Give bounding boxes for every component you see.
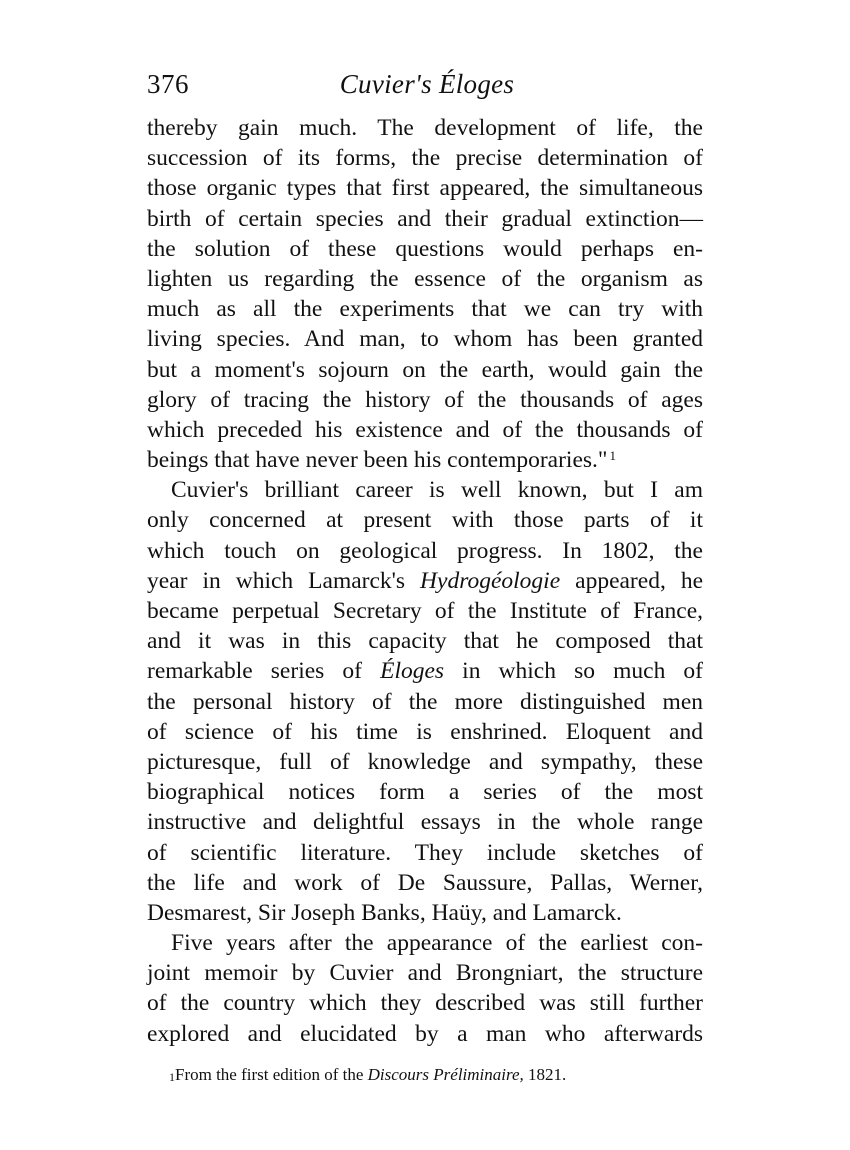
paragraph-1-line-1: thereby gain much. The development of life, the <box>147 115 703 141</box>
paragraph-2-line-15: Desmarest, Sir Joseph Banks, Haüy, and Lamarck. <box>147 899 622 926</box>
running-title: Cuvier's Éloges <box>339 69 515 99</box>
paragraph-2-line-4-pre: year in which Lamarck's <box>147 567 421 594</box>
running-head <box>147 62 707 106</box>
paragraph-2-line-7 <box>147 656 703 686</box>
paragraph-1-line-8: living species. And man, to whom has been granted <box>147 326 703 353</box>
paragraph-2-line-7-pre: remarkable series of <box>147 658 381 685</box>
paragraph-2-line-14: the life and work of De Saussure, Pallas, Werner, <box>147 869 703 896</box>
paragraph-2-line-7-post: in which so much of <box>444 658 703 685</box>
body-text <box>147 113 703 1049</box>
footnote <box>147 1062 703 1088</box>
paragraph-1-line-11: which preceded his existence and of the thousands of <box>147 416 703 443</box>
paragraph-1-line-10: glory of tracing the history of the thousands of ages <box>147 386 703 413</box>
footnote-text-post: 1821. <box>523 1065 567 1084</box>
footnote-text-pre: From the first edition of the <box>175 1065 368 1084</box>
paragraph-1-line-9: but a moment's sojourn on the earth, would gain the <box>147 356 703 383</box>
paragraph-2-line-13: of scientific literature. They include sketches of <box>147 839 703 866</box>
paragraph-2-line-9: of science of his time is enshrined. Eloquent and <box>147 718 703 745</box>
paragraph-2-line-1: Cuvier's brilliant career is well known, but I am <box>171 477 703 504</box>
paragraph-2-line-6: and it was in this capacity that he composed that <box>147 628 703 655</box>
footnote-cited-title: Discours Préliminaire, <box>367 1065 524 1084</box>
footnote-reference: 1 <box>609 448 616 464</box>
page-number: 376 <box>147 69 189 99</box>
paragraph-1-line-3: those organic types that first appeared, the simultaneous <box>147 175 703 202</box>
eloges-title: Éloges <box>380 658 445 685</box>
footnote-marker: 1 <box>169 1070 175 1084</box>
hydrogeologie-title: Hydrogéologie <box>420 567 561 594</box>
paragraph-1-line-5: the solution of these questions would perhaps en- <box>147 235 703 262</box>
paragraph-3-line-1: Five years after the appearance of the earliest con- <box>171 930 703 957</box>
paragraph-1-line-6: lighten us regarding the essence of the organism as <box>147 265 703 292</box>
paragraph-3-line-4: explored and elucidated by a man who afterwards <box>147 1020 703 1047</box>
paragraph-2-line-2: only concerned at present with those parts of it <box>147 507 703 534</box>
paragraph-3-line-3: of the country which they described was still further <box>147 990 703 1017</box>
paragraph-1-line-4: birth of certain species and their gradual extinction— <box>147 205 703 232</box>
paragraph-2-line-8: the personal history of the more distinguished men <box>147 688 703 715</box>
paragraph-1-line-7: much as all the experiments that we can try with <box>147 296 703 323</box>
paragraph-2-line-11: biographical notices form a series of the most <box>147 779 703 806</box>
paragraph-2-line-4-post: appeared, he <box>560 567 703 594</box>
paragraph-3-line-2: joint memoir by Cuvier and Brongniart, the structure <box>147 960 703 987</box>
paragraph-2-line-4 <box>147 566 703 596</box>
paragraph-2-line-10: picturesque, full of knowledge and sympathy, these <box>147 748 703 775</box>
paragraph-2-line-12: instructive and delightful essays in the whole range <box>147 809 703 836</box>
paragraph-2-line-5: became perpetual Secretary of the Institute of France, <box>147 598 703 624</box>
paragraph-1-line-2: succession of its forms, the precise determination of <box>147 145 703 172</box>
paragraph-2-line-3: which touch on geological progress. In 1802, the <box>147 537 703 564</box>
paragraph-1-line-12-text: beings that have never been his contemporaries." <box>147 447 608 474</box>
paragraph-1-line-12 <box>147 445 703 475</box>
